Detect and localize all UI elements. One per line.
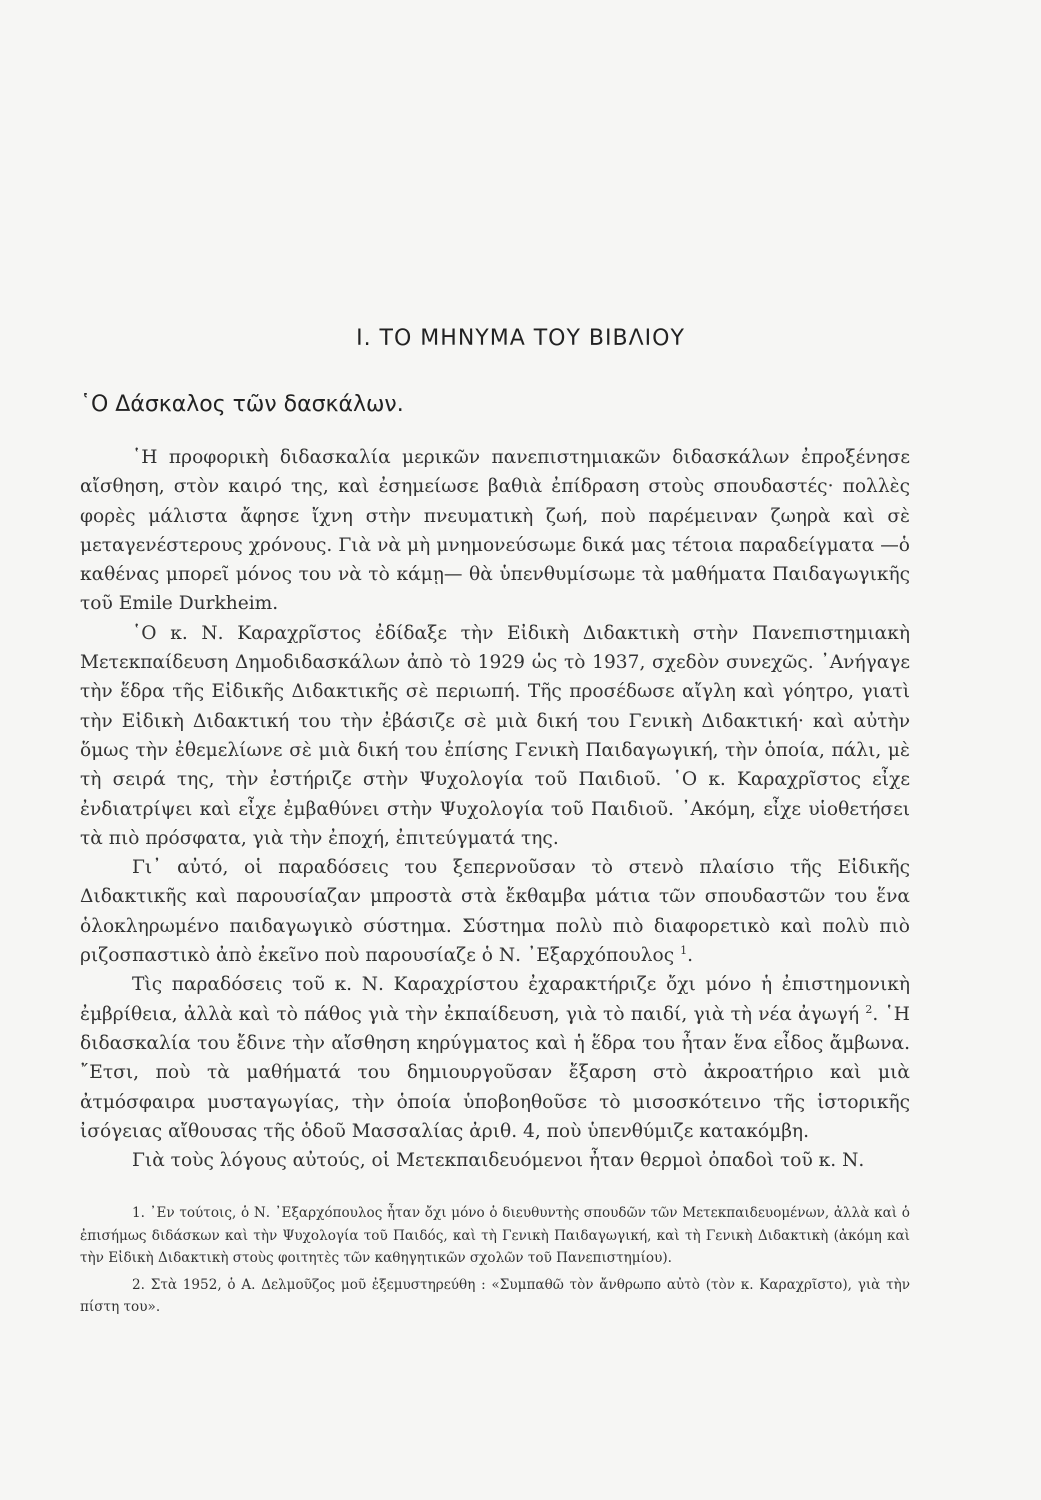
paragraph: ῾Η προφορικὴ διδασκαλία μερικῶν πανεπιστημιακῶν διδασκάλων ἐπροξένησε αἴσθηση, στὸν καιρό της, καὶ ἐσημείωσε βαθιὰ ἐπίδραση στοὺς σπουδαστές· πολλὲς φορὲς μάλιστα ἄφησε ἴχνη στὴν πνευματικὴ ζωή, ποὺ παρέμειναν ζωηρὰ καὶ σὲ μεταγενέστερους χρόνους. Γιὰ νὰ μὴ μνημονεύσωμε δικά μας τέτοια παραδείγματα —ὁ καθένας μπορεῖ μόνος του νὰ τὸ κάμῃ— θὰ ὑπενθυμίσωμε τὰ μαθήματα Παιδαγωγικῆς τοῦ Emile Durkheim. [80,447,910,615]
paragraph: Γι᾿ αὐτό, οἱ παραδόσεις του ξεπερνοῦσαν τὸ στενὸ πλαίσιο τῆς Εἰδικῆς Διδακτικῆς καὶ παρουσίαζαν μπροστὰ στὰ ἔκθαμβα μάτια τῶν σπουδαστῶν του ἕνα ὁλοκληρωμένο παιδαγωγικὸ σύστημα. Σύστημα πολὺ πιὸ διαφορετικὸ καὶ πολὺ πιὸ ριζοσπαστικὸ ἀπὸ ἐκεῖνο ποὺ παρουσίαζε ὁ Ν. ᾿Εξαρχόπουλος $^1$. [80,857,910,967]
paragraph: Τὶς παραδόσεις τοῦ κ. Ν. Καραχρίστου ἐχαρακτήριζε ὄχι μόνο ἡ ἐπιστημονικὴ ἐμβρίθεια, ἀλλὰ καὶ τὸ πάθος γιὰ τὴν ἐκπαίδευση, γιὰ τὸ παιδί, γιὰ τὴ νέα ἀγωγή $^2$. ῾Η διδασκαλία του ἔδινε τὴν αἴσθηση κηρύγματος καὶ ἡ ἕδρα του ἦταν ἕνα εἶδος ἄμβωνα. ῎Ετσι, ποὺ τὰ μαθήματά του δημιουργοῦσαν ἔξαρση στὸ ἀκροατήριο καὶ μιὰ ἀτμόσφαιρα μυσταγωγίας, τὴν ὁποία ὑποβοηθοῦσε τὸ μισοσκότεινο τῆς ἱστορικῆς ἰσόγειας αἴθουσας τῆς ὁδοῦ Μασσαλίας ἀριθ. 4, ποὺ ὑπενθύμιζε κατακόμβη. [80,974,910,1142]
footnote: 1. ᾿Εν τούτοις, ὁ Ν. ᾿Εξαρχόπουλος ἦταν ὄχι μόνο ὁ διευθυντὴς σπουδῶν τῶν Μετεκπαιδευομένων, ἀλλὰ καὶ ὁ ἐπισήμως διδάσκων καὶ τὴν Ψυχολογία τοῦ Παιδός, καὶ τὴ Γενικὴ Παιδαγωγική, καὶ τὴ Γενικὴ Διδακτικὴ (ἀκόμη καὶ τὴν Εἰδικὴ Διδακτικὴ στοὺς φοιτητὲς τῶν καθηγητικῶν σχολῶν τοῦ Πανεπιστημίου). [80,1205,910,1266]
paragraph: ῾Ο κ. Ν. Καραχρῖστος ἐδίδαξε τὴν Εἰδικὴ Διδακτικὴ στὴν Πανεπιστημιακὴ Μετεκπαίδευση Δημοδιδασκάλων ἀπὸ τὸ 1929 ὡς τὸ 1937, σχεδὸν συνεχῶς. ᾿Ανήγαγε τὴν ἕδρα τῆς Εἰδικῆς Διδακτικῆς σὲ περιωπή. Τῆς προσέδωσε αἴγλη καὶ γόητρο, γιατὶ τὴν Εἰδικὴ Διδακτική του τὴν ἐβάσιζε σὲ μιὰ δική του Γενικὴ Διδακτική· καὶ αὐτὴν ὅμως τὴν ἐθεμελίωνε σὲ μιὰ δική του ἐπίσης Γενικὴ Παιδαγωγική, τὴν ὁποία, πάλι, μὲ τὴ σειρά της, τὴν ἐστήριζε στὴν Ψυχολογία τοῦ Παιδιοῦ. ῾Ο κ. Καραχρῖστος εἶχε ἐνδιατρίψει καὶ εἶχε ἐμβαθύνει στὴν Ψυχολογία τοῦ Παιδιοῦ. ᾿Ακόμη, εἶχε υἱοθετήσει τὰ πιὸ πρόσφατα, γιὰ τὴν ἐποχή, ἐπιτεύγματά της. [80,622,910,849]
footnotes [80,1202,910,1323]
footnote: 2. Στὰ 1952, ὁ Α. Δελμοῦζος μοῦ ἐξεμυστηρεύθη : «Συμπαθῶ τὸν ἄνθρωπο αὐτὸ (τὸν κ. Καραχρῖστο), γιὰ τὴν πίστη του». [80,1276,910,1315]
paragraph: Γιὰ τοὺς λόγους αὐτούς, οἱ Μετεκπαιδευόμενοι ἦταν θερμοὶ ὀπαδοὶ τοῦ κ. Ν. [132,1150,865,1172]
chapter-title: Ι. ΤΟ ΜΗΝΥΜΑ ΤΟΥ ΒΙΒΛΙΟΥ [356,326,685,351]
footnote-ref[interactable]: 2 [865,1002,873,1016]
footnote-ref[interactable]: 1 [680,943,688,957]
section-heading: ῾Ο Δάσκαλος τῶν δασκάλων. [80,392,404,417]
body-text [80,443,910,1175]
